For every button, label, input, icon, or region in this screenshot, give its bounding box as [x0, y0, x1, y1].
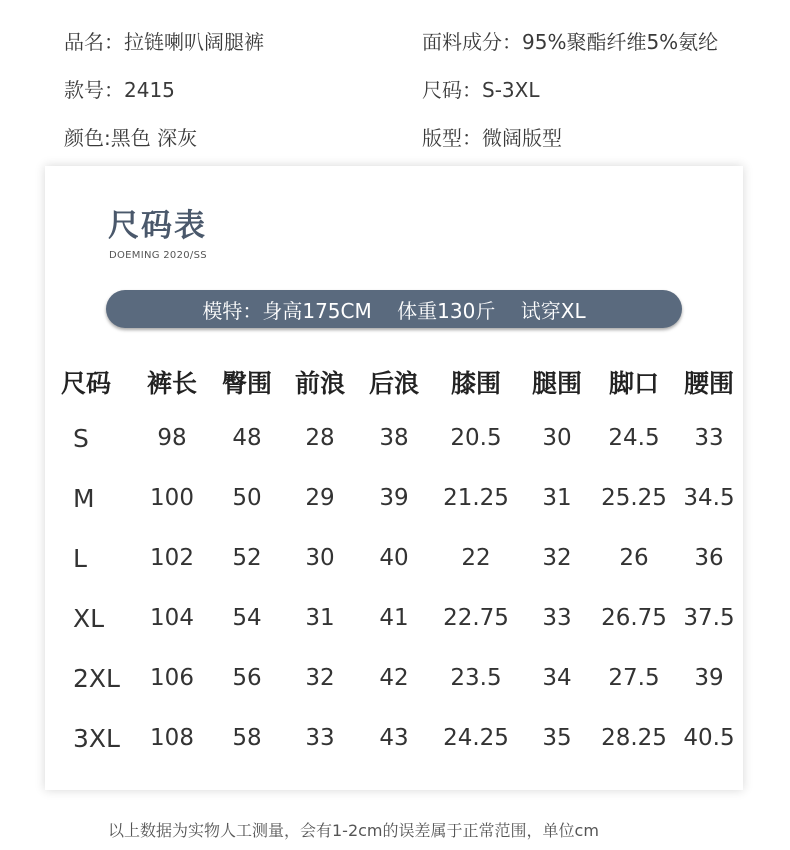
table-cell: 34.5: [683, 485, 735, 511]
table-cell: 23.5: [450, 665, 502, 691]
cell-size: 3XL: [73, 723, 120, 753]
header-back-rise: 后浪: [368, 369, 419, 398]
fabric-composition: 面料成分：95%聚酯纤维5%氨纶: [422, 29, 719, 54]
size-chart-card: [45, 166, 743, 790]
table-row: [45, 708, 743, 768]
table-row: [45, 528, 743, 588]
table-cell: 100: [150, 485, 194, 511]
header-waist: 腰围: [683, 369, 734, 398]
table-cell: 54: [232, 605, 262, 631]
size-chart-title: 尺码表: [108, 208, 207, 244]
table-cell: 20.5: [450, 425, 502, 451]
table-cell: 56: [232, 665, 262, 691]
measurement-note: 以上数据为实物人工测量，会有1-2cm的误差属于正常范围，单位cm: [108, 821, 599, 840]
table-cell: 33: [305, 725, 335, 751]
table-cell: 58: [232, 725, 262, 751]
product-info: [64, 16, 764, 160]
product-name: 品名：拉链喇叭阔腿裤: [64, 29, 264, 54]
table-cell: 28.25: [601, 725, 667, 751]
header-size: 尺码: [61, 369, 112, 398]
table-cell: 24.25: [443, 725, 509, 751]
table-cell: 108: [150, 725, 194, 751]
table-cell: 50: [232, 485, 262, 511]
size-table: [45, 356, 743, 768]
table-header-row: [45, 356, 743, 408]
table-cell: 40.5: [683, 725, 735, 751]
header-leg-opening: 脚口: [608, 369, 659, 398]
table-cell: 106: [150, 665, 194, 691]
info-row: [64, 64, 764, 112]
table-cell: 102: [150, 545, 194, 571]
table-cell: 22: [461, 545, 491, 571]
table-cell: 42: [379, 665, 409, 691]
table-cell: 27.5: [608, 665, 660, 691]
table-cell: 25.25: [601, 485, 667, 511]
cell-size: L: [73, 543, 87, 573]
table-cell: 48: [232, 425, 262, 451]
table-cell: 39: [379, 485, 409, 511]
table-cell: 40: [379, 545, 409, 571]
table-cell: 35: [542, 725, 572, 751]
table-cell: 34: [542, 665, 572, 691]
table-cell: 30: [305, 545, 335, 571]
header-thigh: 腿围: [531, 369, 582, 398]
model-info-banner: [106, 290, 682, 328]
fit-type: 版型：微阔版型: [422, 125, 562, 150]
table-cell: 32: [305, 665, 335, 691]
table-cell: 26.75: [601, 605, 667, 631]
info-row: [64, 16, 764, 64]
table-row: [45, 468, 743, 528]
size-chart-subtitle: DOEMING 2020/SS: [109, 250, 207, 261]
table-cell: 26: [619, 545, 649, 571]
table-cell: 24.5: [608, 425, 660, 451]
table-cell: 104: [150, 605, 194, 631]
table-cell: 29: [305, 485, 335, 511]
colors: 颜色:黑色 深灰: [64, 125, 198, 150]
cell-size: S: [73, 423, 89, 453]
table-cell: 30: [542, 425, 572, 451]
table-cell: 52: [232, 545, 262, 571]
table-cell: 33: [694, 425, 724, 451]
table-cell: 38: [379, 425, 409, 451]
table-cell: 33: [542, 605, 572, 631]
table-cell: 98: [157, 425, 187, 451]
style-number: 款号：2415: [64, 77, 175, 102]
table-row: [45, 588, 743, 648]
table-cell: 28: [305, 425, 335, 451]
table-cell: 31: [542, 485, 572, 511]
header-hip: 臀围: [221, 369, 272, 398]
header-length: 裤长: [146, 369, 197, 398]
table-cell: 37.5: [683, 605, 735, 631]
table-cell: 22.75: [443, 605, 509, 631]
info-row: [64, 112, 764, 160]
table-cell: 43: [379, 725, 409, 751]
table-cell: 36: [694, 545, 724, 571]
table-cell: 31: [305, 605, 335, 631]
model-info-text: 模特：身高175CM 体重130斤 试穿XL: [202, 298, 586, 323]
cell-size: M: [73, 483, 95, 513]
table-cell: 21.25: [443, 485, 509, 511]
table-cell: 32: [542, 545, 572, 571]
table-cell: 41: [379, 605, 409, 631]
table-row: [45, 648, 743, 708]
cell-size: 2XL: [73, 663, 120, 693]
table-row: [45, 408, 743, 468]
header-knee: 膝围: [450, 369, 501, 398]
table-cell: 39: [694, 665, 724, 691]
header-front-rise: 前浪: [294, 369, 345, 398]
size-range: 尺码：S-3XL: [422, 77, 540, 102]
cell-size: XL: [73, 603, 105, 633]
